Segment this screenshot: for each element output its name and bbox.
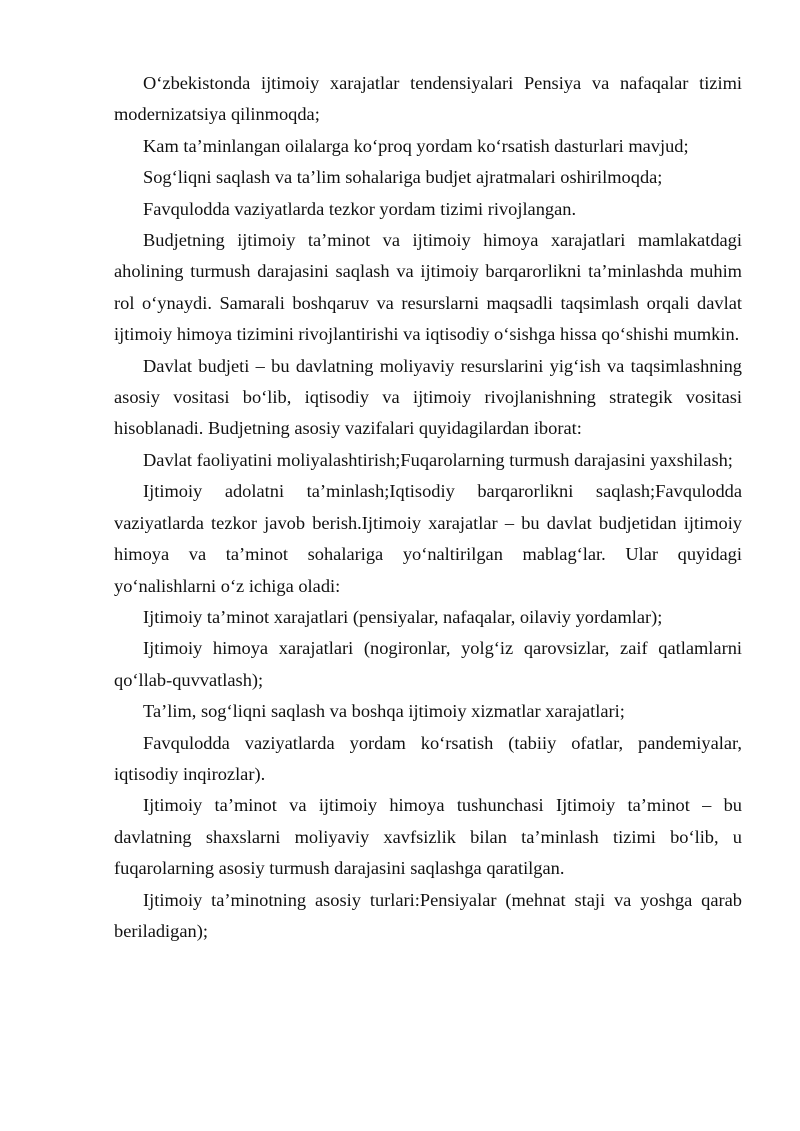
paragraph-6: Davlat budjeti – bu davlatning moliyaviy resurslarini yig‘ish va taqsimlashning asosiy vositasi bo‘lib, iqtisodiy va ijtimoiy rivojlanishning strategik vositasi hisoblanadi. Budjetning asosiy vazifalari quyidagilardan iborat: [114, 355, 742, 439]
paragraph-9: Ijtimoiy ta’minot xarajatlari (pensiyalar, nafaqalar, oilaviy yordamlar); [143, 606, 663, 627]
paragraph-4: Favqulodda vaziyatlarda tezkor yordam tizimi rivojlangan. [143, 198, 577, 219]
paragraph-14: Ijtimoiy ta’minotning asosiy turlari:Pensiyalar (mehnat staji va yoshga qarab beriladigan); [114, 889, 742, 941]
paragraph-2: Kam ta’minlangan oilalarga ko‘proq yordam ko‘rsatish dasturlari mavjud; [143, 135, 689, 156]
paragraph-7: Davlat faoliyatini moliyalashtirish;Fuqarolarning turmush darajasini yaxshilash; [143, 449, 733, 470]
paragraph-8: Ijtimoiy adolatni ta’minlash;Iqtisodiy barqarorlikni saqlash;Favqulodda vaziyatlarda tezkor javob berish.Ijtimoiy xarajatlar – bu davlat budjetidan ijtimoiy himoya va ta’minot sohalariga yo‘naltirilgan mablag‘lar. Ular quyidagi yo‘nalishlarni o‘z ichiga oladi: [114, 481, 742, 596]
paragraph-10: Ijtimoiy himoya xarajatlari (nogironlar, yolg‘iz qarovsizlar, zaif qatlamlarni qo‘llab-quvvatlash); [114, 638, 742, 690]
paragraph-3: Sog‘liqni saqlash va ta’lim sohalariga budjet ajratmalari oshirilmoqda; [143, 167, 663, 188]
paragraph-1: O‘zbekistonda ijtimoiy xarajatlar tendensiyalari Pensiya va nafaqalar tizimi modernizatsiya qilinmoqda; [114, 73, 742, 125]
paragraph-12: Favqulodda vaziyatlarda yordam ko‘rsatish (tabiiy ofatlar, pandemiyalar, iqtisodiy inqirozlar). [114, 732, 742, 784]
paragraph-11: Ta’lim, sog‘liqni saqlash va boshqa ijtimoiy xizmatlar xarajatlari; [143, 701, 625, 722]
paragraph-13: Ijtimoiy ta’minot va ijtimoiy himoya tushunchasi Ijtimoiy ta’minot – bu davlatning shaxslarni moliyaviy xavfsizlik bilan ta’minlash tizimi bo‘lib, u fuqarolarning asosiy turmush darajasini saqlashga qaratilgan. [114, 795, 742, 879]
paragraph-5: Budjetning ijtimoiy ta’minot va ijtimoiy himoya xarajatlari mamlakatdagi aholining turmush darajasini saqlash va ijtimoiy barqarorlikni ta’minlashda muhim rol o‘ynaydi. Samarali boshqaruv va resurslarni maqsadli taqsimlash orqali davlat ijtimoiy himoya tizimini rivojlantirishi va iqtisodiy o‘sishga hissa qo‘shishi mumkin. [114, 230, 742, 345]
document-page [114, 68, 742, 947]
